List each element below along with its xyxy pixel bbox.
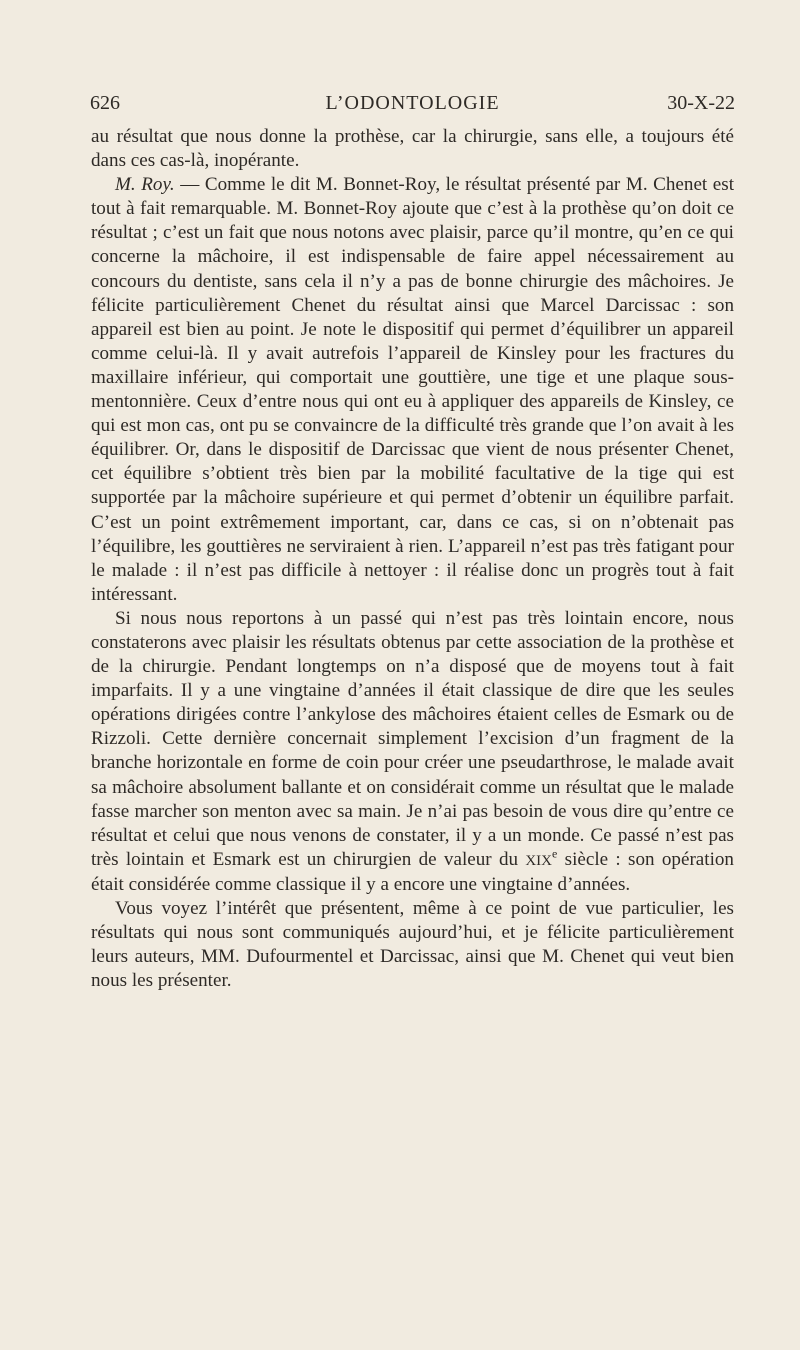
page-header [90, 92, 735, 120]
century-superscript: e [552, 846, 558, 861]
paragraph-4: Vous voyez l’intérêt que présentent, même à ce point de vue particulier, les résultats qui nous sont communiqués aujourd’hui, et je félicite particulièrement leurs auteurs, MM. Dufourmentel et Darcissac, ainsi que M. Chenet qui veut bien nous les présenter. [91, 898, 734, 992]
issue-date: 30-X-22 [667, 92, 735, 114]
page-number: 626 [90, 92, 120, 114]
article-body [91, 125, 734, 993]
paragraph-1: au résultat que nous donne la prothèse, car la chirurgie, sans elle, a toujours été dans ces cas-là, inopérante. [91, 126, 734, 172]
paragraph-2: M. Roy. — Comme le dit M. Bonnet-Roy, le résultat présenté par M. Chenet est tout à fait remarquable. M. Bonnet-Roy ajoute que c’est à la prothèse qu’on doit ce résultat ; c’est un fait que nous notons avec plaisir, parce qu’il montre, qu’en ce qui concerne la mâchoire, il est indispensable de faire appel nécessairement au concours du dentiste, sans cela il n’y a pas de bonne chirurgie des mâchoires. Je félicite particulièrement Chenet du résultat ainsi que Marcel Darcissac : son appareil est bien au point. Je note le dispositif qui permet d’équilibrer un appareil comme celui-là. Il y avait autrefois l’appareil de Kinsley pour les fractures du maxillaire inférieur, qui comportait une gouttière, une tige et une plaque sous-mentonnière. Ceux d’entre nous qui ont eu à appliquer des appareils de Kinsley, ce qui est mon cas, ont pu se convaincre de la difficulté très grande que l’on avait à les équilibrer. Or, dans le dispositif de Darcissac que vient de nous présenter Chenet, cet équilibre s’obtient très bien par la mobilité facultative de la tige qui est supportée par la mâchoire supérieure et qui permet d’obtenir un équilibre parfait. C’est un point extrêmement important, car, dans ce cas, si on n’obtenait pas l’équilibre, les gouttières ne serviraient à rien. L’appareil n’est pas très fatigant pour le malade : il n’est pas difficile à nettoyer : il réalise donc un progrès tout à fait intéressant. [91, 174, 734, 605]
speaker-name: M. Roy. [115, 174, 175, 196]
running-title: L’ODONTOLOGIE [325, 92, 500, 114]
century-numeral: XIX [525, 852, 553, 869]
paragraph-3: Si nous nous reportons à un passé qui n’est pas très lointain encore, nous constaterons avec plaisir les résultats obtenus par cette association de la prothèse et de la chirurgie. Pendant longtemps on n’a disposé que de moyens tout à fait imparfaits. Il y a une vingtaine d’années il était classique de dire que les seules opérations dirigées contre l’ankylose des mâchoires étaient celles de Esmark ou de Rizzoli. Cette dernière concernait simplement l’excision d’un fragment de la branche horizontale en forme de coin pour créer une pseudarthrose, le malade avait sa mâchoire absolument ballante et on considérait comme un résultat que le malade fasse marcher son menton avec sa main. Je n’ai pas besoin de vous dire qu’entre ce résultat et celui que nous venons de constater, il y a un monde. Ce passé n’est pas très lointain et Esmark est un chirurgien de valeur du XIXe siècle : son opération était considérée comme classique il y a encore une vingtaine d’années. [91, 607, 734, 895]
